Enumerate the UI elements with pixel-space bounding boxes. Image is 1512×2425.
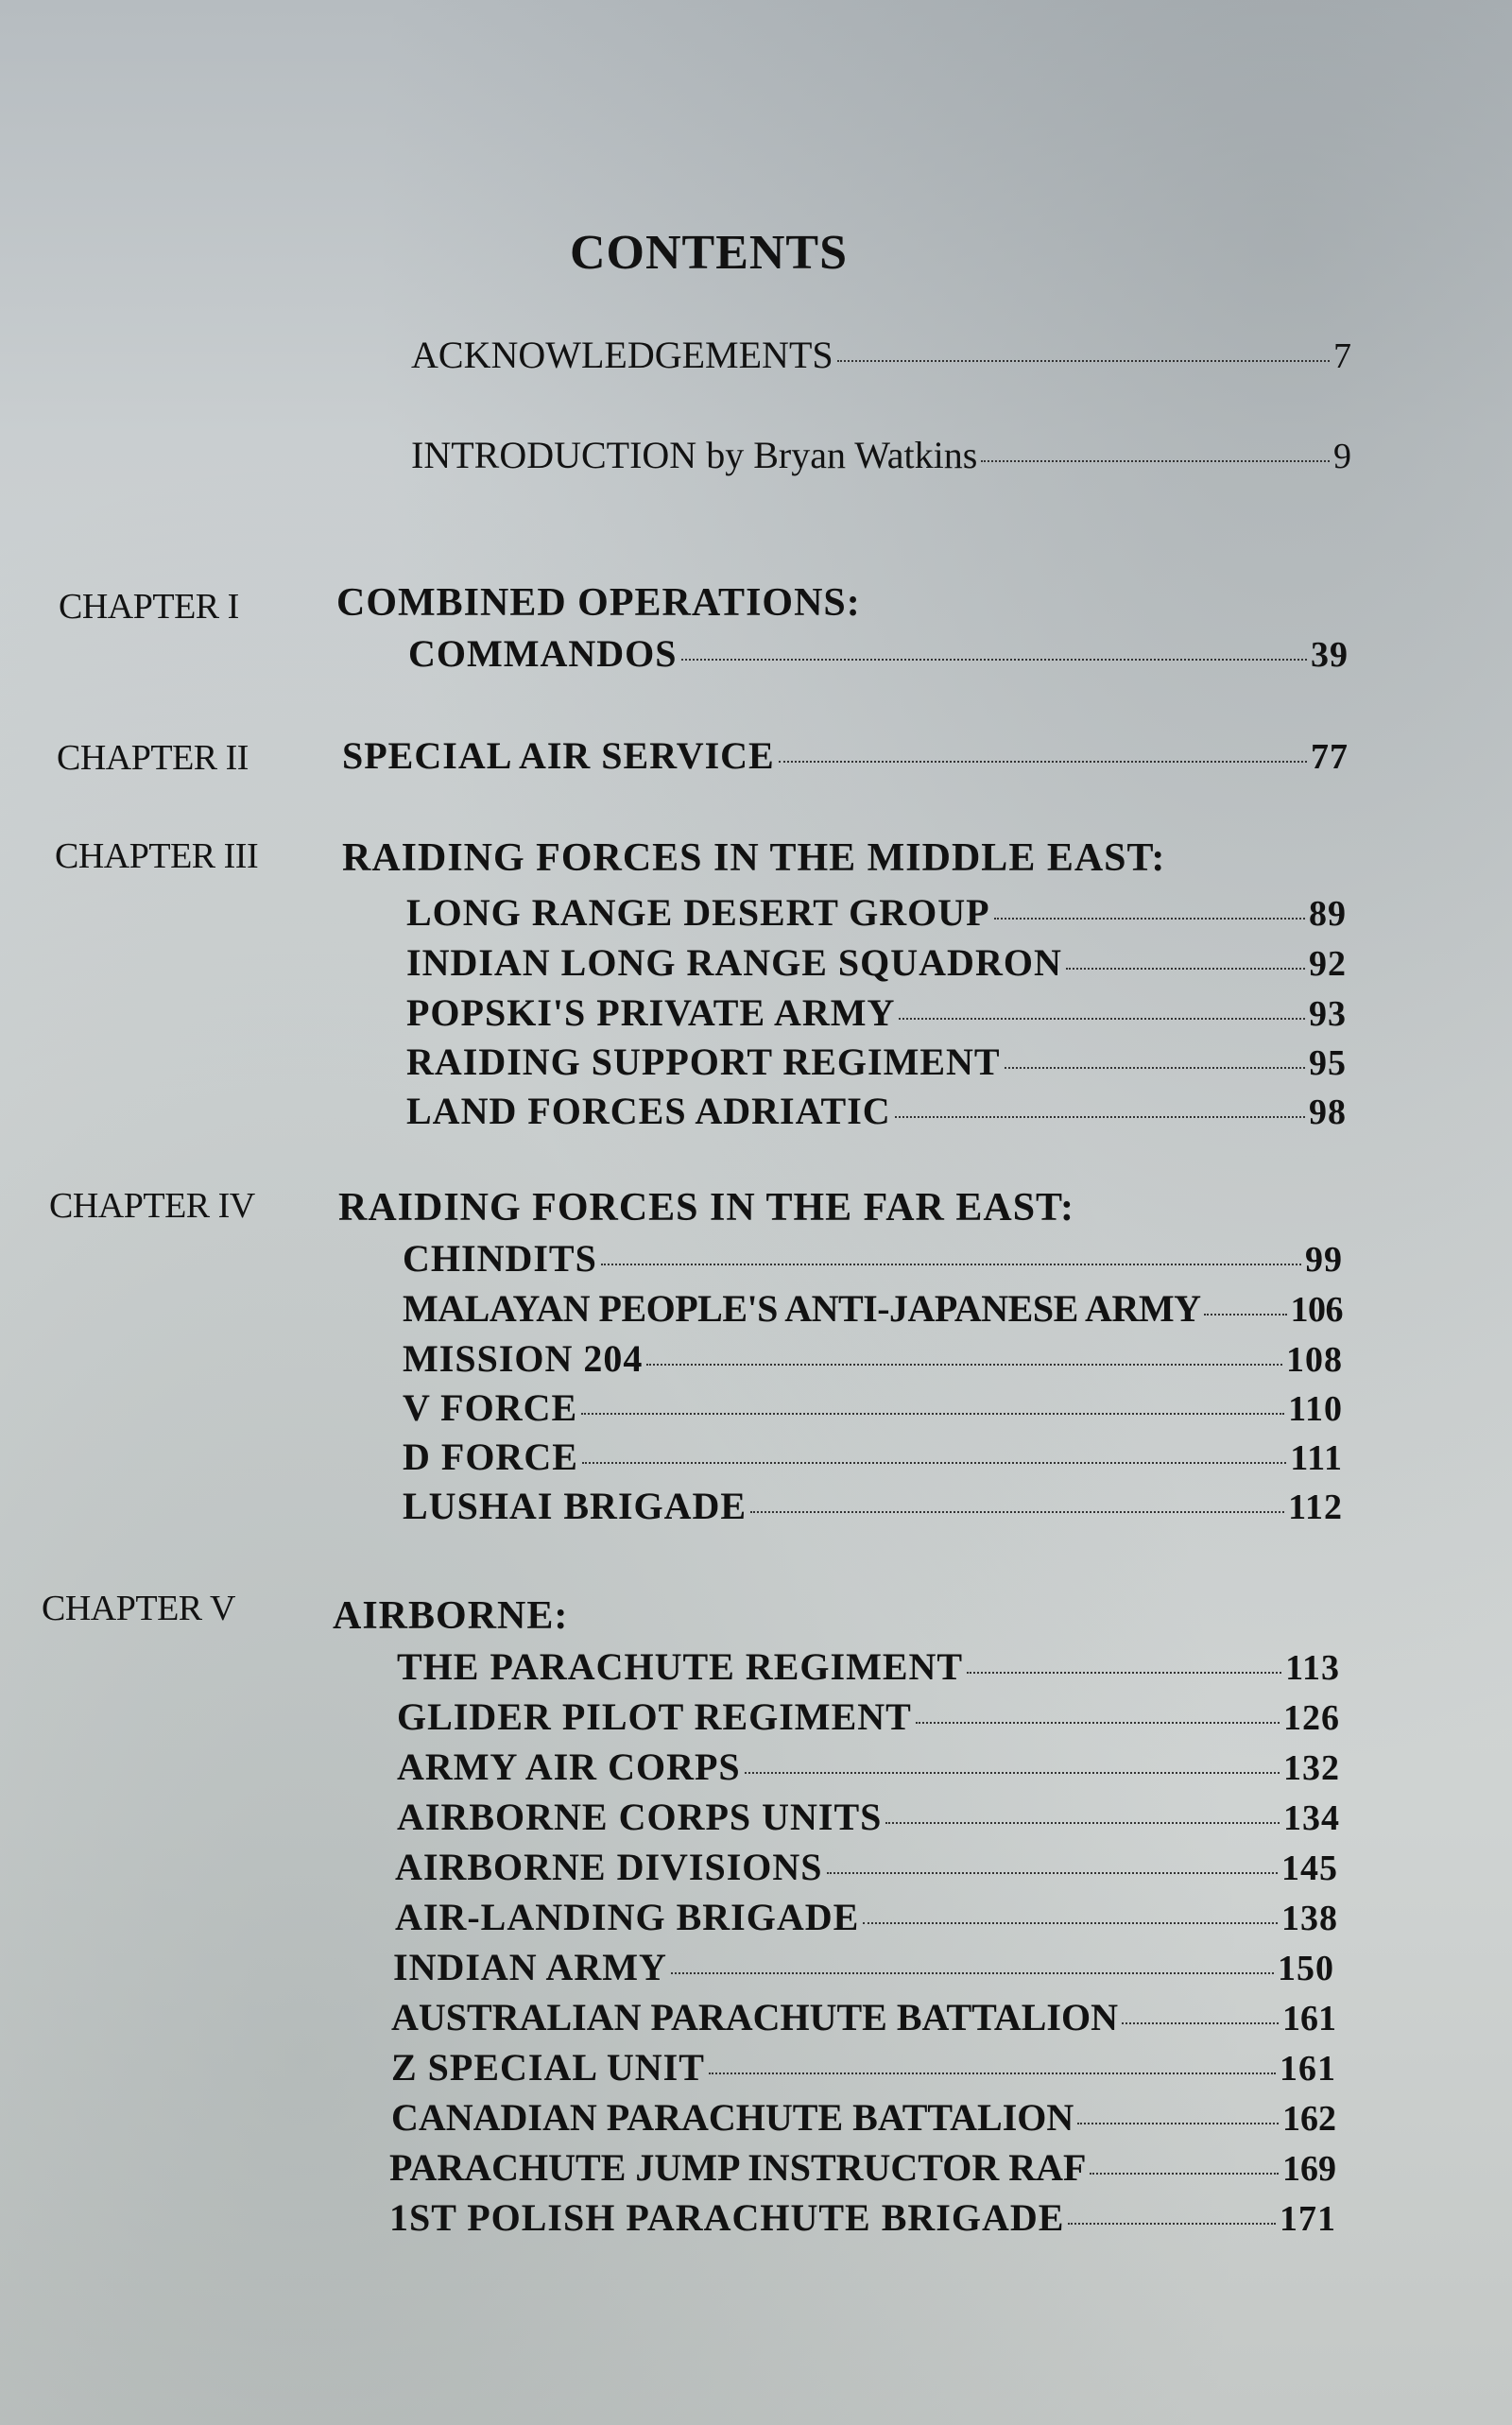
toc-entry xyxy=(408,631,1349,676)
toc-entry-label: PARACHUTE JUMP INSTRUCTOR RAF xyxy=(389,2146,1087,2189)
dot-leader xyxy=(581,1413,1284,1415)
toc-entry-label: 1ST POLISH PARACHUTE BRIGADE xyxy=(389,2196,1065,2239)
toc-entry-label: POPSKI'S PRIVATE ARMY xyxy=(406,991,896,1034)
page-number: 110 xyxy=(1288,1389,1343,1429)
toc-entry xyxy=(403,1435,1343,1479)
front-matter-label: INTRODUCTION by Bryan Watkins xyxy=(411,434,978,476)
chapter-heading: RAIDING FORCES IN THE FAR EAST: xyxy=(338,1186,1074,1230)
toc-entry-label: INDIAN ARMY xyxy=(393,1946,667,1988)
chapter-label: CHAPTER I xyxy=(59,587,239,627)
page-number: 126 xyxy=(1283,1698,1340,1738)
toc-entry xyxy=(395,1845,1338,1889)
toc-entry-label: V FORCE xyxy=(403,1386,578,1429)
dot-leader xyxy=(582,1462,1286,1464)
dot-leader xyxy=(1005,1067,1305,1069)
chapter-label: CHAPTER III xyxy=(55,836,259,876)
dot-leader xyxy=(885,1822,1280,1824)
page-number: 113 xyxy=(1285,1648,1340,1688)
dot-leader xyxy=(981,460,1330,462)
toc-entry xyxy=(391,1995,1336,2039)
toc-entry xyxy=(397,1694,1340,1739)
page-number: 112 xyxy=(1288,1488,1343,1527)
page-number: 106 xyxy=(1290,1290,1343,1330)
toc-entry xyxy=(403,1484,1343,1528)
dot-leader xyxy=(1122,2022,1279,2024)
toc-entry xyxy=(389,2195,1336,2240)
toc-entry xyxy=(406,890,1347,935)
dot-leader xyxy=(916,1722,1280,1724)
dot-leader xyxy=(967,1672,1281,1674)
page-number: 145 xyxy=(1281,1849,1338,1888)
toc-entry-label: CHINDITS xyxy=(403,1237,597,1280)
page-number: 150 xyxy=(1278,1949,1334,1988)
dot-leader xyxy=(1068,2223,1276,2225)
dot-leader xyxy=(994,918,1305,920)
page-number: 171 xyxy=(1280,2199,1336,2239)
toc-entry xyxy=(397,1795,1340,1839)
page-number: 39 xyxy=(1311,635,1349,675)
toc-entry xyxy=(395,1895,1338,1939)
toc-entry xyxy=(406,940,1347,985)
page-number: 77 xyxy=(1311,737,1349,777)
front-matter-row-introduction xyxy=(411,433,1351,477)
dot-leader xyxy=(837,360,1330,362)
toc-entry-label: AUSTRALIAN PARACHUTE BATTALION xyxy=(391,1996,1118,2038)
toc-entry-label: RAIDING SUPPORT REGIMENT xyxy=(406,1041,1001,1083)
toc-entry-label: INDIAN LONG RANGE SQUADRON xyxy=(406,941,1062,984)
page-number: 93 xyxy=(1309,994,1347,1034)
toc-entry-label: GLIDER PILOT REGIMENT xyxy=(397,1695,912,1738)
chapter-heading: RAIDING FORCES IN THE MIDDLE EAST: xyxy=(342,836,1166,880)
toc-entry-label: AIR-LANDING BRIGADE xyxy=(395,1896,860,1938)
toc-entry-label: AIRBORNE DIVISIONS xyxy=(395,1846,823,1888)
dot-leader xyxy=(895,1116,1305,1118)
page-number: 111 xyxy=(1290,1438,1343,1478)
front-matter-row-acknowledgements xyxy=(411,333,1351,377)
toc-entry-label: Z SPECIAL UNIT xyxy=(391,2046,705,2089)
toc-entry xyxy=(391,2095,1336,2140)
toc-entry-label: CANADIAN PARACHUTE BATTALION xyxy=(391,2096,1074,2139)
dot-leader xyxy=(1077,2123,1279,2124)
page-title: CONTENTS xyxy=(569,226,849,280)
dot-leader xyxy=(750,1511,1284,1513)
dot-leader xyxy=(827,1872,1278,1874)
chapter-heading: COMBINED OPERATIONS: xyxy=(336,581,861,625)
toc-entry xyxy=(406,1040,1347,1084)
toc-entry-label: SPECIAL AIR SERVICE xyxy=(342,734,775,777)
toc-entry xyxy=(393,1945,1334,1989)
toc-entry xyxy=(403,1286,1343,1331)
page-number: 132 xyxy=(1283,1748,1340,1788)
toc-entry xyxy=(403,1336,1343,1381)
page-number: 138 xyxy=(1281,1899,1338,1938)
page-number: 134 xyxy=(1283,1798,1340,1838)
toc-entry xyxy=(397,1644,1340,1689)
dot-leader xyxy=(671,1972,1274,1974)
page-number: 161 xyxy=(1282,1999,1336,2038)
page-number: 169 xyxy=(1282,2149,1336,2189)
chapter-label: CHAPTER IV xyxy=(49,1186,255,1226)
toc-entry xyxy=(342,733,1349,778)
toc-entry xyxy=(403,1385,1343,1430)
dot-leader xyxy=(709,2072,1276,2074)
toc-entry xyxy=(403,1236,1343,1281)
page-number: 89 xyxy=(1309,894,1347,934)
page-number: 9 xyxy=(1333,437,1351,476)
toc-entry-label: AIRBORNE CORPS UNITS xyxy=(397,1796,883,1838)
toc-entry xyxy=(406,990,1347,1035)
chapter-heading: AIRBORNE: xyxy=(333,1594,569,1638)
toc-entry xyxy=(391,2045,1336,2090)
dot-leader xyxy=(1090,2173,1279,2175)
toc-entry-label: LUSHAI BRIGADE xyxy=(403,1485,747,1527)
front-matter-label: ACKNOWLEDGEMENTS xyxy=(411,334,833,376)
chapter-label: CHAPTER II xyxy=(57,738,249,778)
toc-entry xyxy=(406,1089,1347,1133)
page-number: 99 xyxy=(1305,1240,1343,1280)
page-number: 95 xyxy=(1309,1043,1347,1083)
page-number: 92 xyxy=(1309,944,1347,984)
dot-leader xyxy=(745,1772,1280,1774)
dot-leader xyxy=(1204,1314,1286,1316)
toc-entry-label: THE PARACHUTE REGIMENT xyxy=(397,1645,964,1688)
toc-entry-label: MISSION 204 xyxy=(403,1337,644,1380)
toc-entry xyxy=(389,2145,1336,2190)
page-number: 7 xyxy=(1333,336,1351,376)
toc-entry xyxy=(397,1745,1340,1789)
chapter-label: CHAPTER V xyxy=(42,1589,235,1628)
dot-leader xyxy=(646,1364,1282,1366)
dot-leader xyxy=(863,1922,1278,1924)
toc-entry-label: ARMY AIR CORPS xyxy=(397,1746,741,1788)
dot-leader xyxy=(779,761,1307,763)
page-number: 161 xyxy=(1280,2049,1336,2089)
toc-entry-label: LONG RANGE DESERT GROUP xyxy=(406,891,990,934)
dot-leader xyxy=(601,1264,1301,1265)
toc-entry-label: LAND FORCES ADRIATIC xyxy=(406,1090,891,1132)
dot-leader xyxy=(681,659,1307,661)
toc-entry-label: COMMANDOS xyxy=(408,632,678,675)
dot-leader xyxy=(899,1018,1305,1020)
page-number: 108 xyxy=(1286,1340,1343,1380)
toc-entry-label: D FORCE xyxy=(403,1436,578,1478)
page-number: 98 xyxy=(1309,1092,1347,1132)
dot-leader xyxy=(1066,968,1305,970)
page-number: 162 xyxy=(1282,2099,1336,2139)
toc-entry-label: MALAYAN PEOPLE'S ANTI-JAPANESE ARMY xyxy=(403,1287,1201,1330)
